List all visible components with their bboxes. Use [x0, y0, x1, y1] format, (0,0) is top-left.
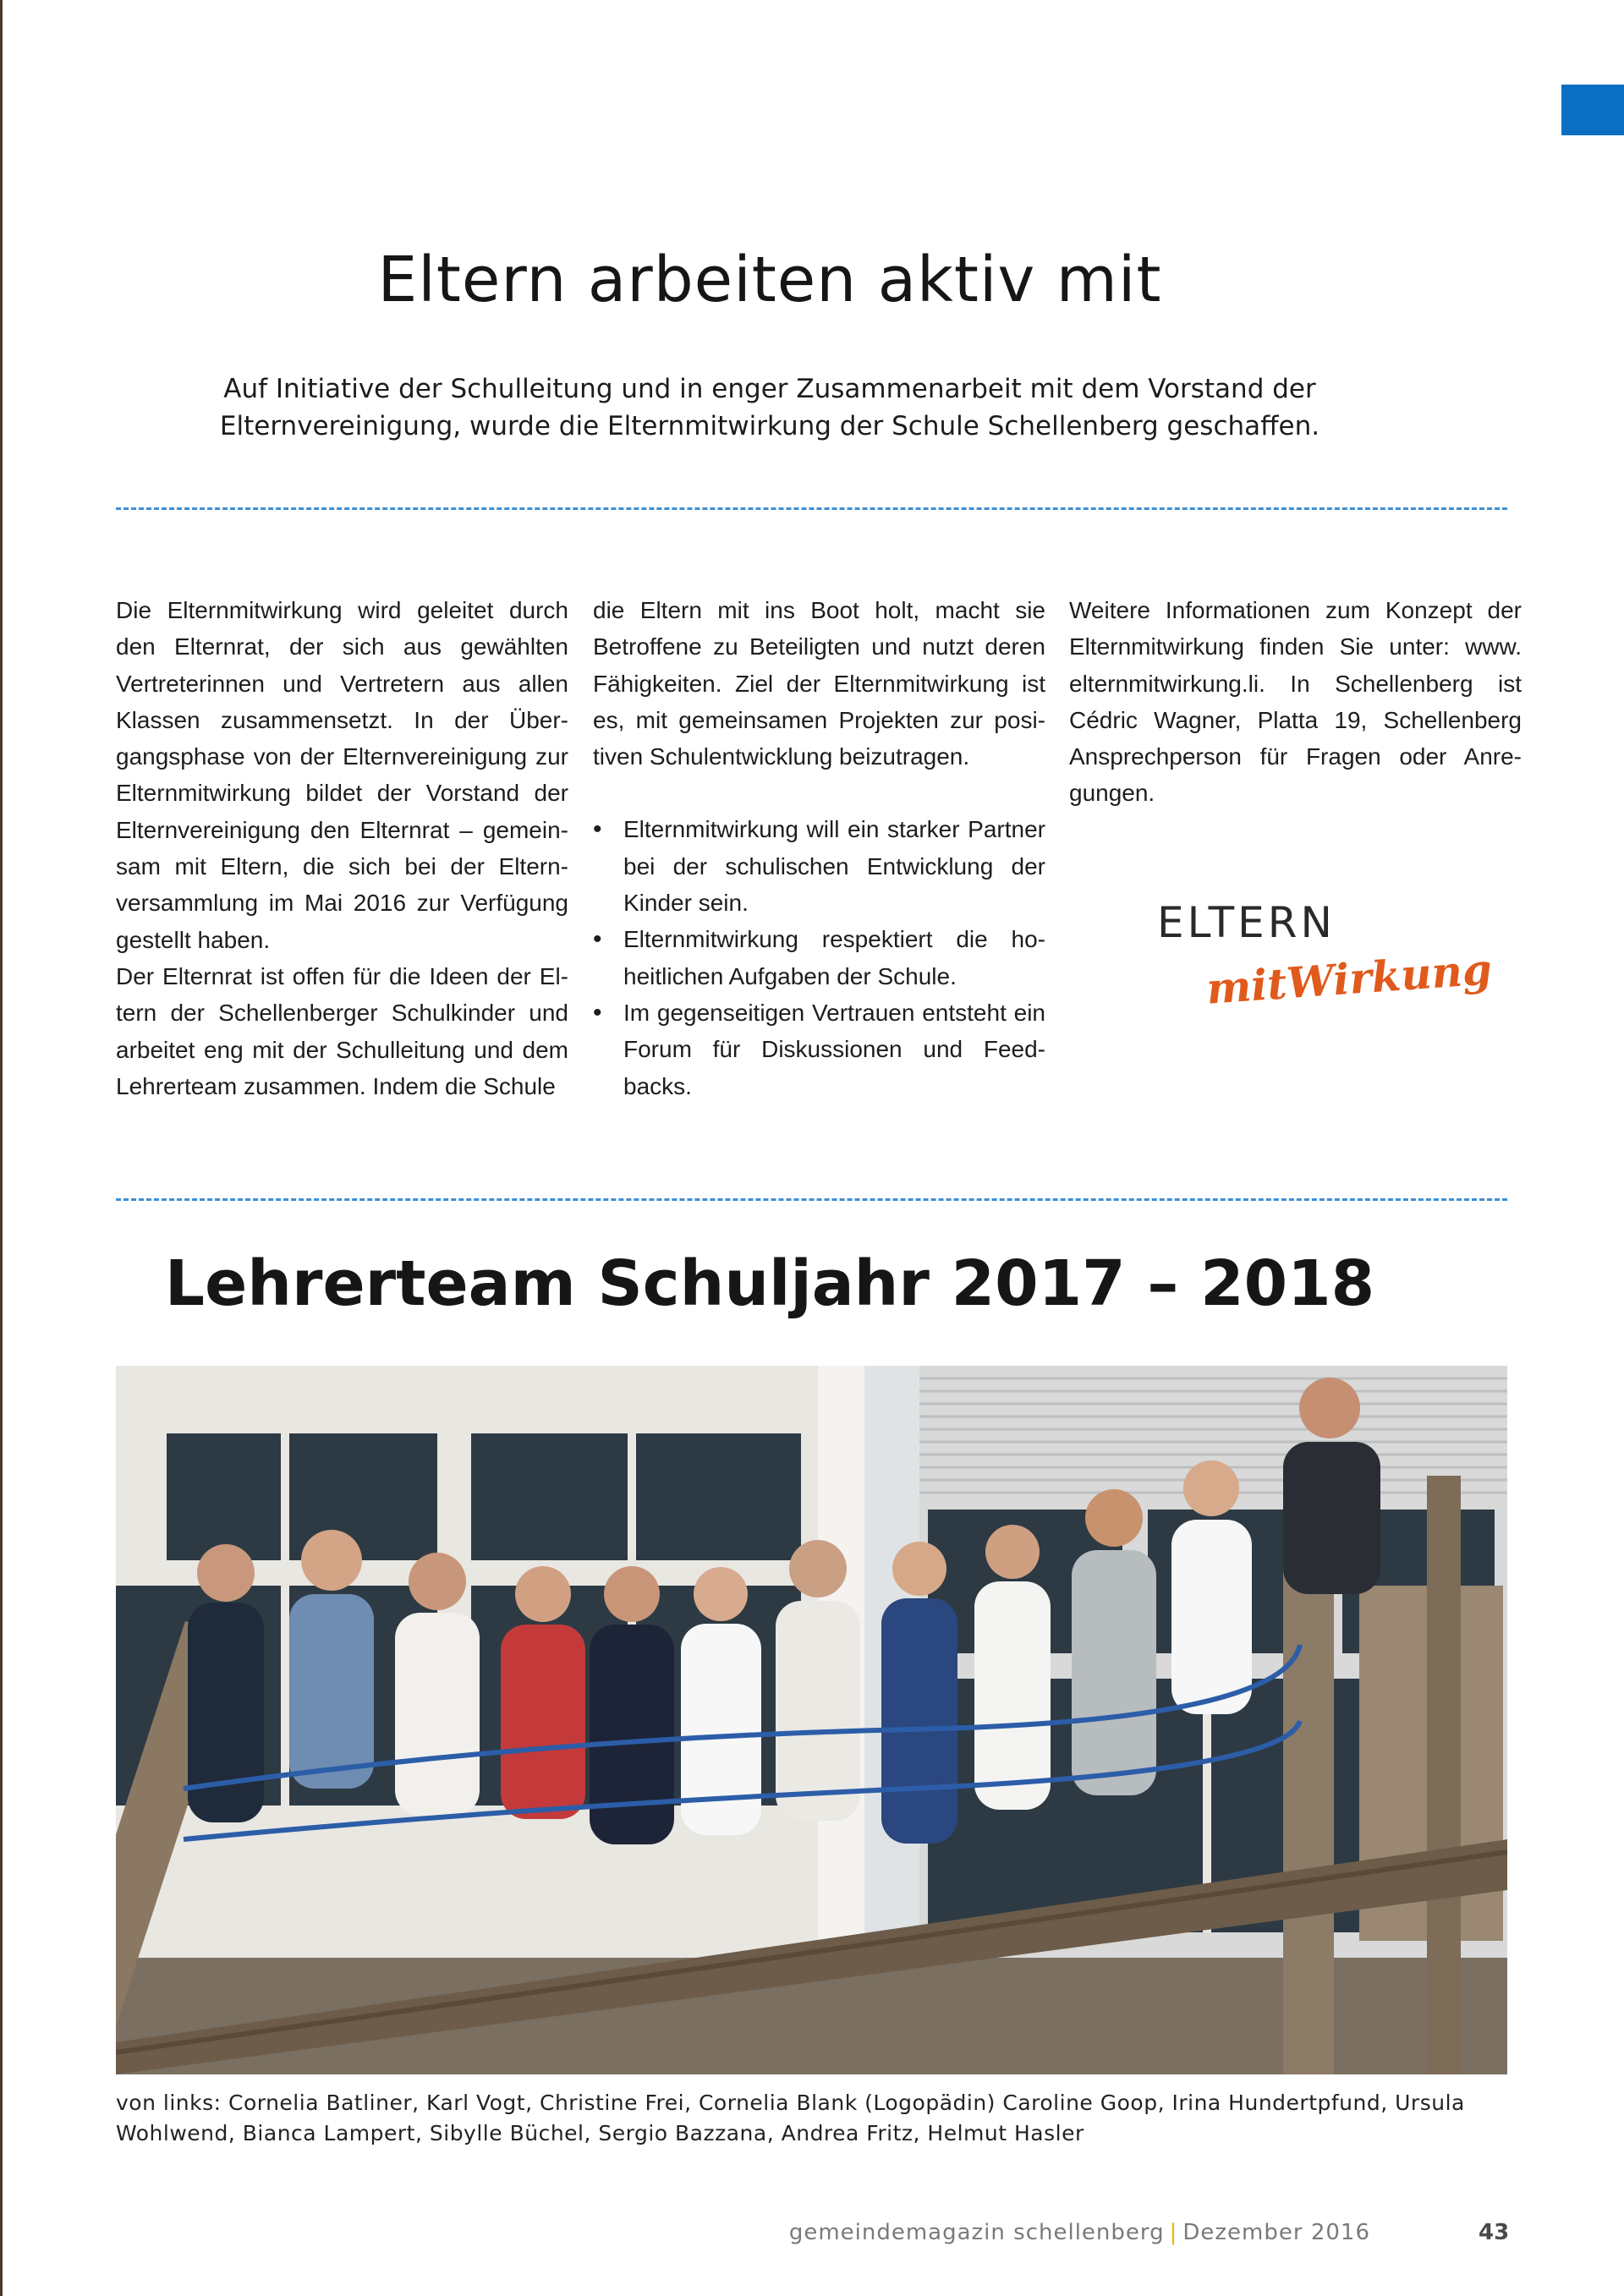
eltern-mitwirkung-logo [1155, 898, 1494, 1025]
col2-paragraph-1: die Eltern mit ins Boot holt, macht sie Betroffene zu Beteiligten und nutzt deren Fähigkeiten. Ziel der Elternmitwirkung ist es, mit gemeinsamen Projekten zur positiven Schulentwicklung beizutragen. [593, 597, 1045, 770]
team-photo [116, 1366, 1507, 2074]
text-column-2 [593, 592, 1045, 1104]
bullet-list [593, 811, 1045, 1104]
article-intro: Auf Initiative der Schulleitung und in enger Zusammenarbeit mit dem Vorstand der Elternvereinigung, wurde die Elternmitwirkung der Schule Schellenberg geschaffen. [219, 374, 1320, 441]
bullet-item: • Elternmitwirkung respektiert die hoheitlichen Aufgaben der Schule. [593, 921, 1045, 995]
footer-magazine-name: gemeindemagazin schellenberg [788, 2220, 1165, 2245]
left-page-edge [0, 0, 3, 2296]
bullet-item: • Im gegenseitigen Vertrauen entsteht ein Forum für Diskussionen und Feedbacks. [593, 995, 1045, 1104]
col1-paragraph-2: Der Elternrat ist offen für die Ideen der Eltern der Schellenberger Schulkinder und arbeitet eng mit der Schulleitung und dem Lehrerteam zusammen. Indem die Schule [116, 962, 568, 1099]
text-column-1 [116, 592, 568, 1104]
footer-separator: | [1169, 2220, 1178, 2245]
logo-wordmark-mitwirkung: mitWirkung [1204, 944, 1494, 1014]
text-column-3 [1069, 592, 1522, 812]
footer-issue-date: Dezember 2016 [1182, 2220, 1370, 2245]
page-footer [789, 2220, 1370, 2245]
corner-accent-tab [1561, 85, 1624, 135]
dashed-divider-bottom [116, 1198, 1507, 1201]
col1-paragraph-1: Die Elternmitwirkung wird geleitet durch den Elternrat, der sich aus gewählten Vertreterinnen und Vertretern aus allen Klassen zusammensetzt. In der Übergangsphase von der Elternvereinigung zur Elternmitwirkung bildet der Vorstand der Elternvereinigung den Elternrat – gemeinsam mit Eltern, die sich bei der Elternversammlung im Mai 2016 zur Verfügung gestellt haben. [116, 597, 568, 953]
col3-paragraph-1: Weitere Informationen zum Konzept der Elternmitwirkung finden Sie unter: www. elternmitwirkung.li. In Schellenberg ist Cédric Wagner, Platta 19, Schellenberg Ansprechperson für Fragen oder Anregungen. [1069, 597, 1522, 807]
dashed-divider-top [116, 507, 1507, 510]
bullet-item: • Elternmitwirkung will ein starker Partner bei der schulischen Entwicklung der Kinder sein. [593, 811, 1045, 921]
logo-wordmark-eltern: ELTERN [1157, 898, 1336, 947]
article-title-eltern: Eltern arbeiten aktiv mit [377, 244, 1162, 316]
team-photo-illustration [116, 1366, 1507, 2074]
page-number: 43 [1479, 2220, 1510, 2245]
article-title-lehrerteam: Lehrerteam Schuljahr 2017 – 2018 [164, 1247, 1375, 1320]
photo-caption: von links: Cornelia Batliner, Karl Vogt, Christine Frei, Cornelia Blank (Logopädin) Caroline Goop, Irina Hundertpfund, Ursula Wohlwend, Bianca Lampert, Sibylle Büchel, Sergio Bazzana, Andrea Fritz, Helmut Hasler [116, 2091, 1465, 2145]
